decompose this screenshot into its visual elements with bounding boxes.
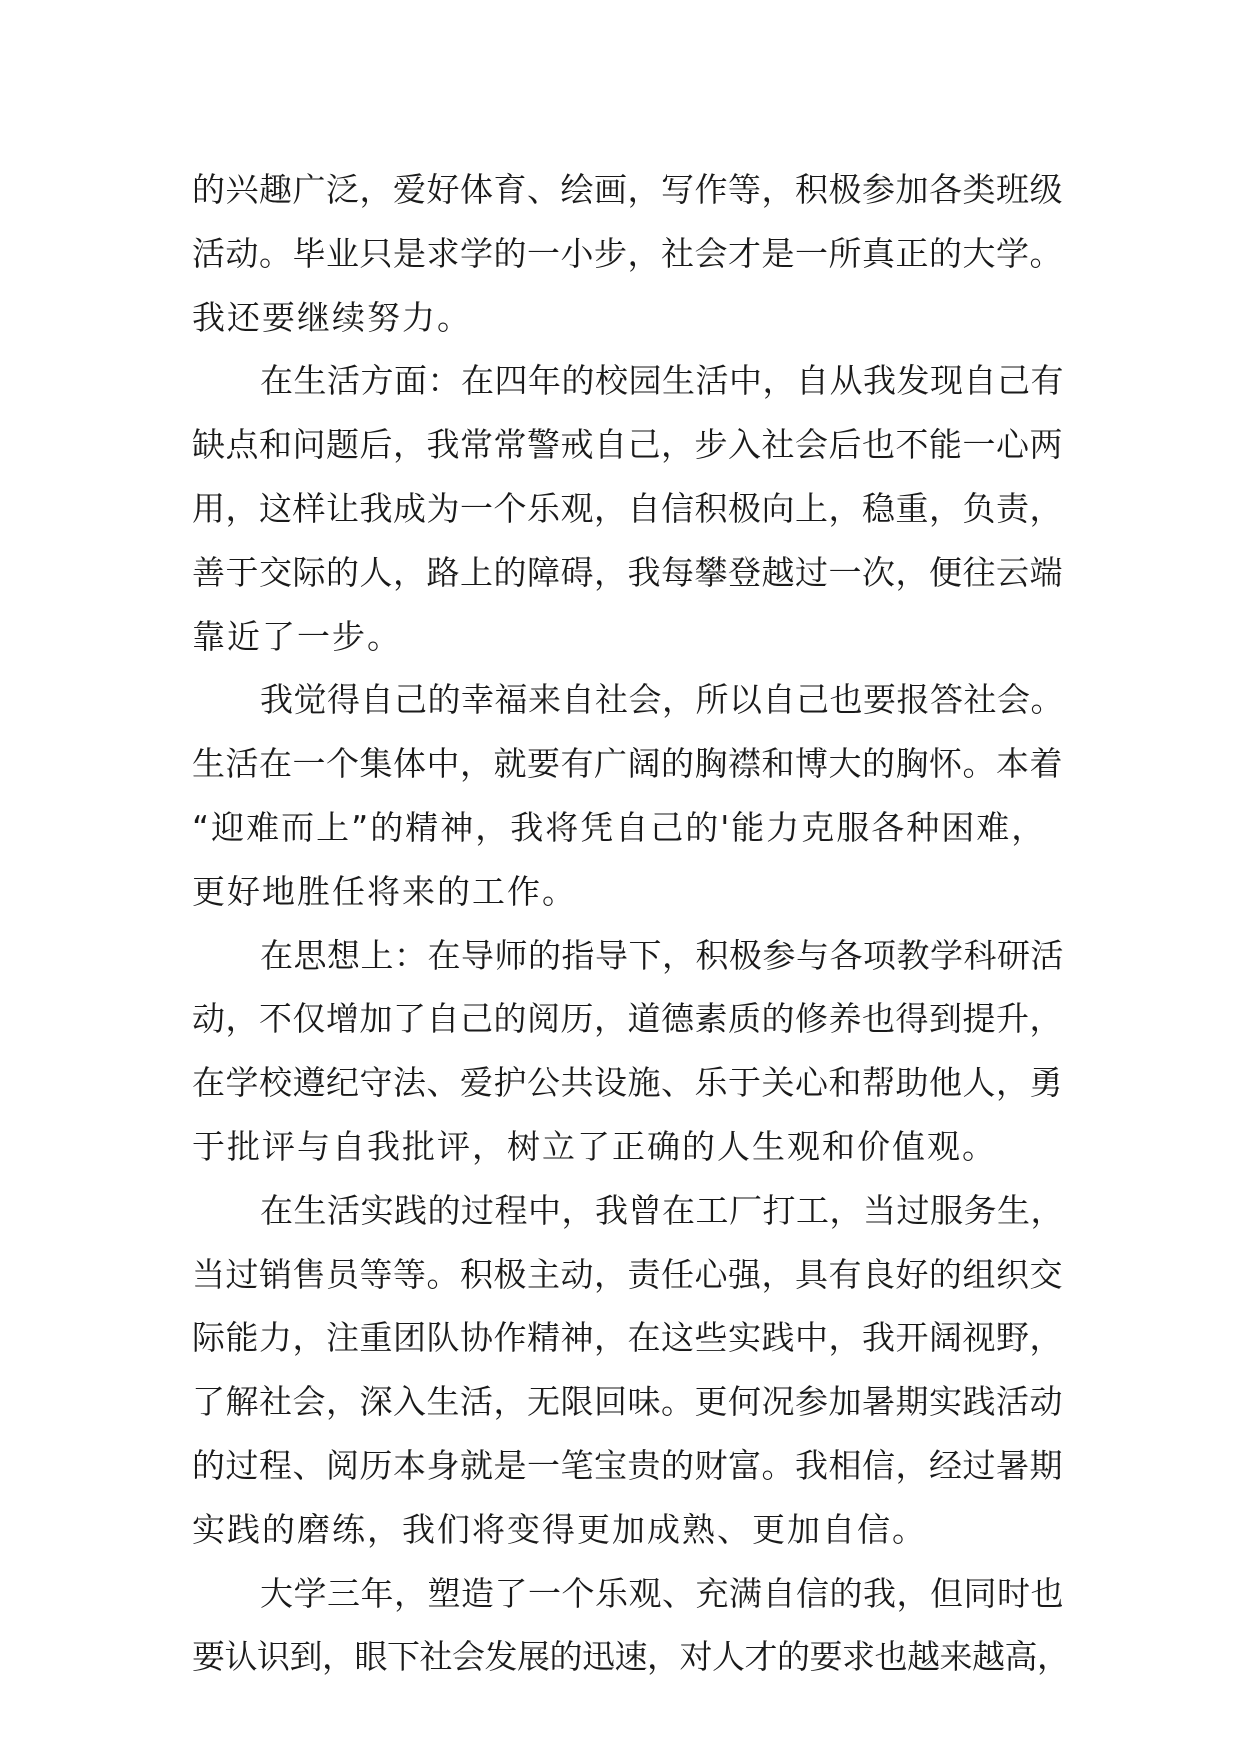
text-line: 际能力，注重团队协作精神，在这些实践中，我开阔视野， [192,1318,1063,1358]
text-line: 更好地胜任将来的工作。 [192,871,577,911]
text-line: 善于交际的人，路上的障碍，我每攀登越过一次，便往云端 [192,552,1063,592]
paragraph-first-line: 在生活实践的过程中，我曾在工厂打工，当过服务生， [260,1190,1064,1230]
text-line: 于批评与自我批评，树立了正确的人生观和价值观。 [192,1126,997,1166]
text-line: 要认识到，眼下社会发展的迅速，对人才的要求也越来越高， [192,1637,1070,1677]
text-line: 动，不仅增加了自己的阅历，道德素质的修养也得到提升， [192,999,1063,1039]
text-line: 生活在一个集体中，就要有广阔的胸襟和博大的胸怀。本着 [192,744,1063,784]
paragraph-first-line: 我觉得自己的幸福来自社会，所以自己也要报答社会。 [260,680,1064,720]
text-line: 的兴趣广泛，爱好体育、绘画，写作等，积极参加各类班级 [192,170,1063,209]
text-line: 活动。毕业只是求学的一小步，社会才是一所真正的大学。 [192,233,1063,273]
text-line: 当过销售员等等。积极主动，责任心强，具有良好的组织交 [192,1254,1063,1294]
text-line: 在学校遵纪守法、爱护公共设施、乐于关心和帮助他人，勇 [192,1063,1063,1103]
text-line: 靠近了一步。 [192,616,402,656]
text-line: 缺点和问题后，我常常警戒自己，步入社会后也不能一心两 [192,425,1063,465]
document-body [192,158,1072,1689]
text-line: 用，这样让我成为一个乐观，自信积极向上，稳重，负责， [192,488,1063,528]
text-line: “迎难而上”的精神，我将凭自己的'能力克服各种困难， [192,807,1047,847]
paragraph-first-line: 在生活方面：在四年的校园生活中，自从我发现自己有 [260,361,1064,401]
paragraph-first-line: 大学三年，塑造了一个乐观、充满自信的我，但同时也 [260,1573,1064,1613]
text-line: 了解社会，深入生活，无限回味。更何况参加暑期实践活动 [192,1382,1063,1422]
text-line: 我还要继续努力。 [192,297,472,337]
paragraph-first-line: 在思想上：在导师的指导下，积极参与各项教学科研活 [260,935,1064,975]
text-line: 的过程、阅历本身就是一笔宝贵的财富。我相信，经过暑期 [192,1445,1063,1485]
text-line: 实践的磨练，我们将变得更加成熟、更加自信。 [192,1509,927,1549]
